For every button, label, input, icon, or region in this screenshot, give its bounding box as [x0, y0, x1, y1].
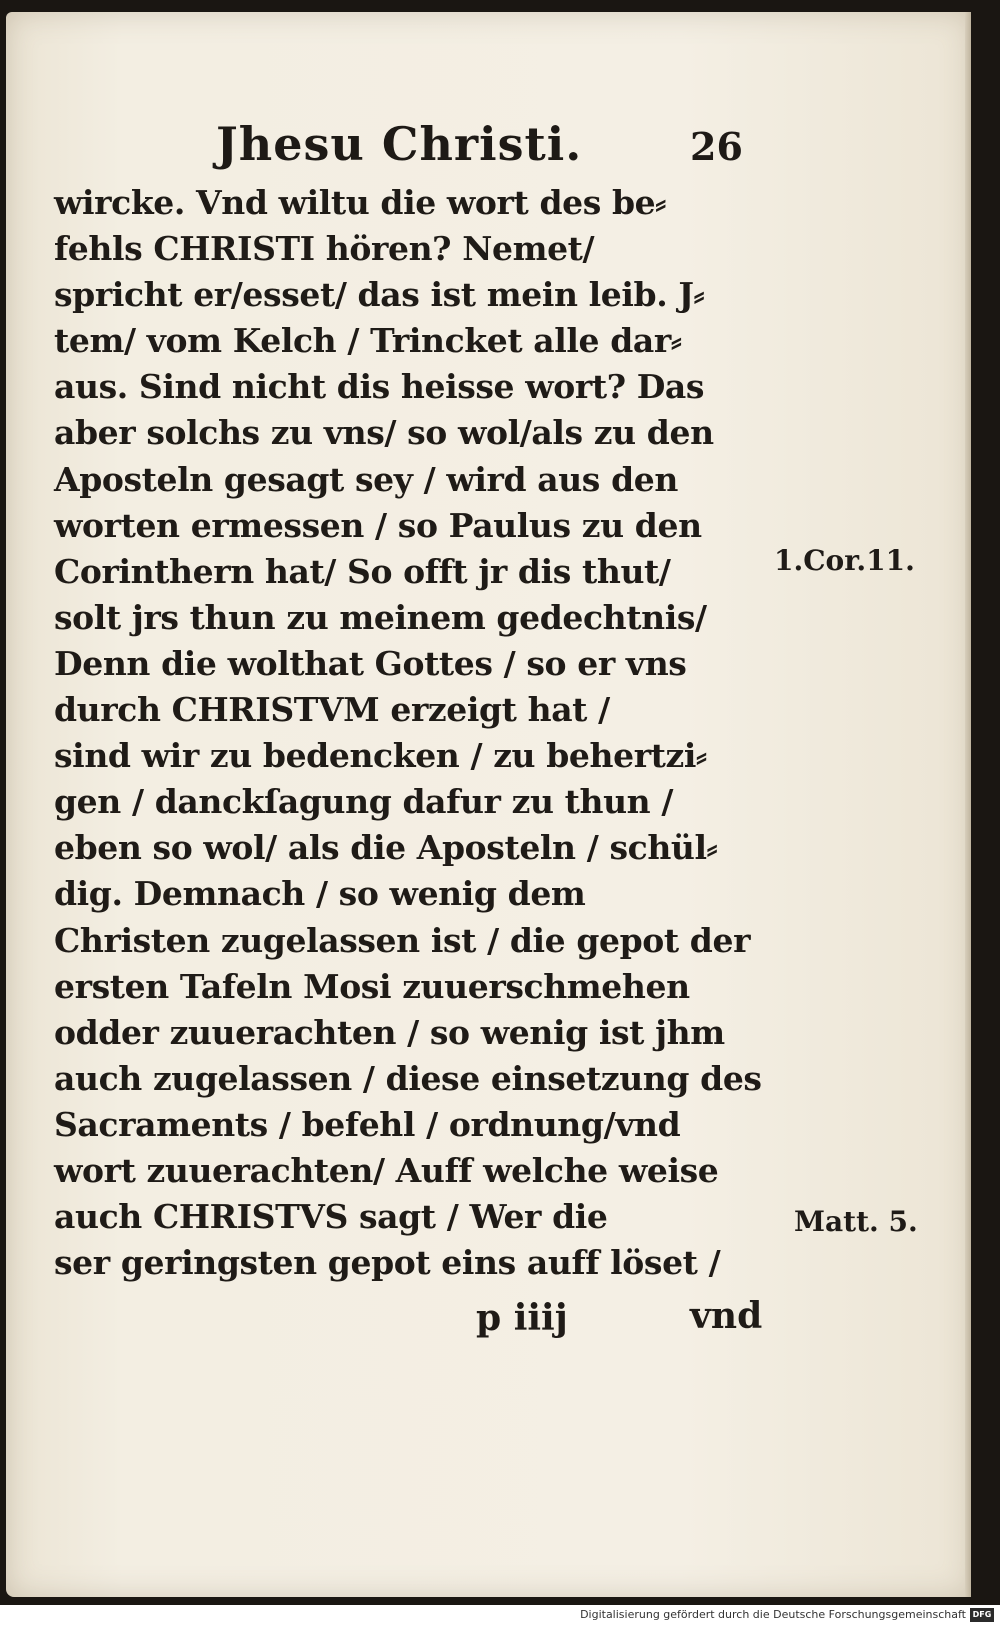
catchword: vnd: [690, 1295, 763, 1337]
text-line: durch CHRISTVM erzeigt hat /: [54, 690, 610, 730]
signature-mark: p iiij: [476, 1297, 568, 1339]
page-number: 26: [690, 124, 743, 169]
text-line: Aposteln gesagt sey / wird aus den: [54, 459, 678, 499]
text-line: solt jrs thun zu meinem gedechtnis/: [54, 597, 707, 637]
footer-credit: Digitalisierung gefördert durch die Deutsche Forschungsgemeinschaft: [580, 1608, 966, 1621]
text-line: ser geringsten gepot eins auff löset /: [54, 1243, 721, 1283]
text-line: auch CHRISTVS sagt / Wer die: [54, 1197, 608, 1237]
text-line: Sacraments / befehl / ordnung/vnd: [54, 1104, 681, 1144]
body-text: [54, 180, 774, 1286]
text-line: Christen zugelassen ist / die gepot der: [54, 920, 751, 960]
text-line: sind wir zu bedencken / zu behertzi⸗: [54, 736, 707, 776]
book-page: [6, 12, 971, 1597]
text-line: tem/ vom Kelch / Trincket alle dar⸗: [54, 321, 682, 361]
text-line: Denn die wolthat Gottes / so er vns: [54, 643, 687, 683]
text-line: fehls CHRISTI hören? Nemet/: [54, 229, 595, 269]
page-edge: [965, 12, 971, 1597]
text-line: odder zuuerachten / so wenig ist jhm: [54, 1012, 725, 1052]
text-line: eben so wol/ als die Aposteln / schül⸗: [54, 828, 718, 868]
text-line: auch zugelassen / diese einsetzung des: [54, 1058, 762, 1098]
text-line: dig. Demnach / so wenig dem: [54, 874, 586, 914]
text-line: wort zuuerachten/ Auff welche weise: [54, 1150, 719, 1190]
dfg-logo-icon: DFG: [970, 1608, 994, 1622]
text-line: ersten Tafeln Mosi zuuerschmehen: [54, 966, 690, 1006]
running-title: Jhesu Christi.: [216, 117, 583, 171]
text-line: aber solchs zu vns/ so wol/als zu den: [54, 413, 714, 453]
margin-note-matt: Matt. 5.: [794, 1205, 918, 1238]
text-line: wircke. Vnd wiltu die wort des be⸗: [54, 183, 666, 222]
footer-bar: [0, 1605, 1000, 1627]
text-line: aus. Sind nicht dis heisse wort? Das: [54, 367, 705, 407]
margin-note-cor: 1.Cor.11.: [774, 544, 915, 577]
text-line: Corinthern hat/ So offt jr dis thut/: [54, 551, 671, 591]
text-line: worten ermessen / so Paulus zu den: [54, 505, 702, 545]
text-line: gen / danckſagung dafur zu thun /: [54, 782, 674, 822]
text-line: spricht er/esset/ das ist mein leib. J⸗: [54, 275, 705, 315]
